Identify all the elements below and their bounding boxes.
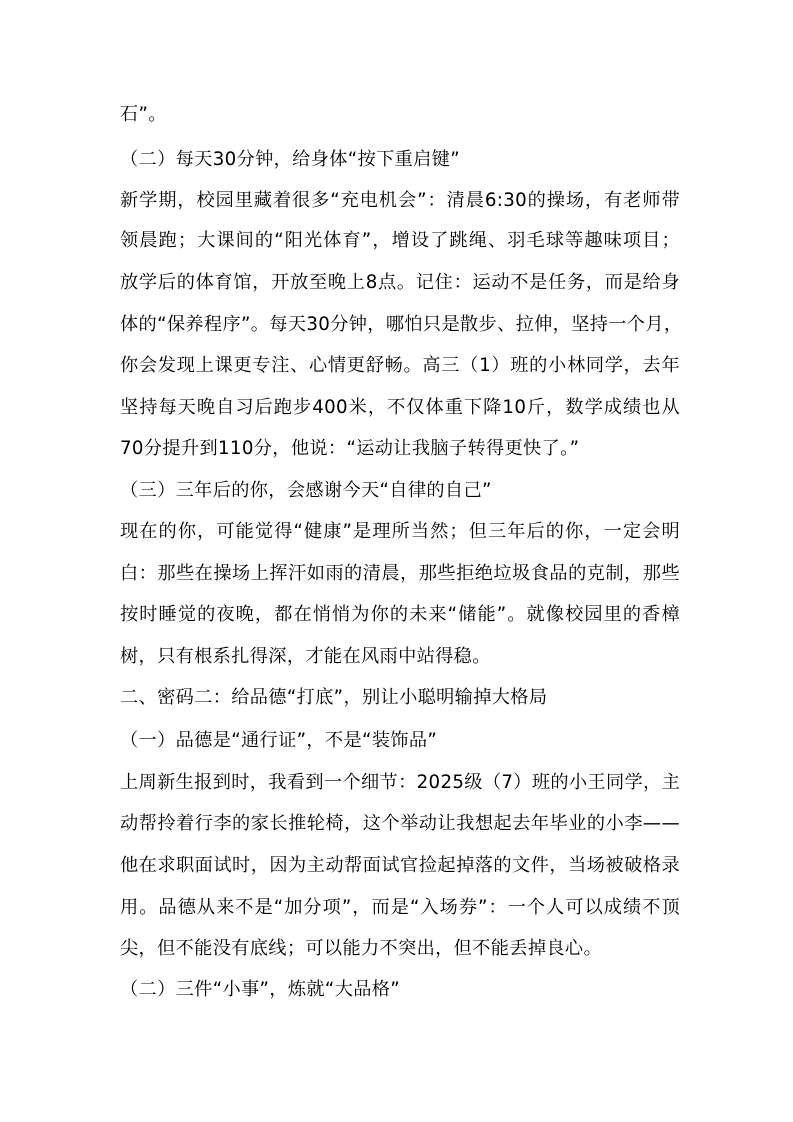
section-heading: （三）三年后的你，会感谢今天“自律的自己” [120,480,492,501]
paragraph-line: 现在的你，可能觉得“健康”是理所当然；但三年后的你，一定会明 [120,521,680,542]
chapter-heading: 二、密码二：给品德“打底”，别让小聪明输掉大格局 [120,687,548,708]
paragraph-line: 领晨跑；大课间的“阳光体育”，增设了跳绳、羽毛球等趣味项目； [120,230,680,251]
section-heading: （二）每天30分钟，给身体“按下重启键” [120,149,460,170]
paragraph-line: 他在求职面试时，因为主动帮面试官捡起掉落的文件，当场被破格录 [120,855,680,876]
paragraph-line: 白：那些在操场上挥汗如雨的清晨，那些拒绝垃圾食品的克制，那些 [120,563,680,584]
paragraph-line: 动帮拎着行李的家长推轮椅，这个举动让我想起去年毕业的小李—— [120,813,680,834]
paragraph-line: 70分提升到110分，他说：“运动让我脑子转得更快了。” [120,438,580,459]
paragraph-line: 石”。 [120,104,167,125]
paragraph-line: 体的“保养程序”。每天30分钟，哪怕只是散步、拉伸，坚持一个月， [120,314,683,335]
paragraph-line: 尖，但不能没有底线；可以能力不突出，但不能丢掉良心。 [120,938,602,959]
paragraph-line: 用。品德从来不是“加分项”，而是“入场券”：一个人可以成绩不顶 [120,897,680,918]
section-heading: （二）三件“小事”，炼就“大品格” [120,979,401,1000]
paragraph-line: 放学后的体育馆，开放至晚上8点。记住：运动不是任务，而是给身 [120,272,680,293]
paragraph-line: 新学期，校园里藏着很多“充电机会”：清晨6:30的操场，有老师带 [120,190,680,211]
paragraph-line: 树，只有根系扎得深，才能在风雨中站得稳。 [120,646,491,667]
paragraph-line: 上周新生报到时，我看到一个细节：2025级（7）班的小王同学，主 [120,772,681,793]
paragraph-line: 按时睡觉的夜晚，都在悄悄为你的未来“储能”。就像校园里的香樟 [120,604,680,625]
paragraph-line: 坚持每天晚自习后跑步400米，不仅体重下降10斤，数学成绩也从 [120,397,680,418]
section-heading: （一）品德是“通行证”，不是“装饰品” [120,730,438,751]
paragraph-line: 你会发现上课更专注、心情更舒畅。高三（1）班的小林同学，去年 [120,355,680,376]
